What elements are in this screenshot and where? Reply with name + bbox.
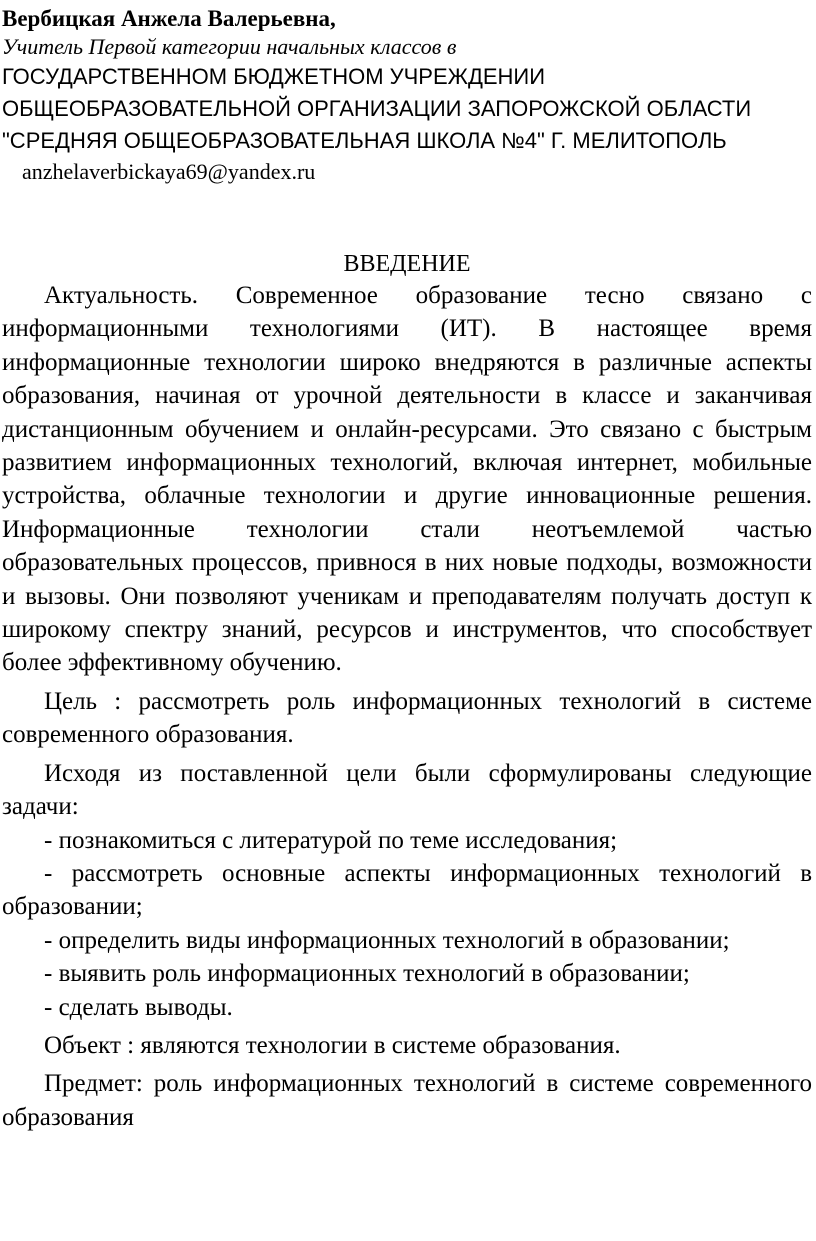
author-header [2,0,812,187]
author-name: Вербицкая Анжела Валерьевна, [2,6,336,31]
paragraph-relevance: Актуальность. Современное образование тесно связано с информационными технологиями (ИТ). В настоящее время информационные технологии широко внедряются в различные аспекты образования, начиная от урочной деятельности в классе и заканчивая дистанционным обучением и онлайн-ресурсами. Это связано с быстрым развитием информационных технологий, включая интернет, мобильные устройства, облачные технологии и другие инновационные решения. Информационные технологии стали неотъемлемой частью образовательных процессов, привнося в них новые подходы, возможности и вызовы. Они позволяют ученикам и преподавателям получать доступ к широкому спектру знаний, ресурсов и инструментов, что способствует более эффективному обучению. [2,282,812,677]
organization-name: ГОСУДАРСТВЕННОМ БЮДЖЕТНОМ УЧРЕЖДЕНИИ ОБЩЕОБРАЗОВАТЕЛЬНОЙ ОРГАНИЗАЦИИ ЗАПОРОЖСКОЙ ОБЛАСТИ "СРЕДНЯЯ ОБЩЕОБРАЗОВАТЕЛЬНАЯ ШКОЛА №4" Г. МЕЛИТОПОЛЬ [2,64,752,153]
author-email: anzhelaverbickaya69@yandex.ru [22,159,316,184]
list-item: - выявить роль информационных технологий в образовании; [44,960,690,988]
paragraph-object: Объект : являются технологии в системе образования. [44,1031,621,1059]
author-position: Учитель Первой категории начальных классов в [2,34,457,59]
list-item: - познакомиться с литературой по теме исследования; [44,826,618,854]
list-item: - сделать выводы. [44,993,233,1021]
section-title: ВВЕДЕНИЕ [343,251,471,277]
introduction-body [2,279,812,1134]
paragraph-subject: Предмет: роль информационных технологий в системе современного образования [2,1070,812,1131]
list-item: - рассмотреть основные аспекты информационных технологий в образовании; [2,859,812,921]
paragraph-tasks-intro: Исходя из поставленной цели были сформулированы следующие задачи: [2,759,812,821]
paragraph-goal: Цель : рассмотреть роль информационных технологий в системе современного образования. [2,687,812,749]
list-item: - определить виды информационных технологий в образовании; [44,926,730,954]
